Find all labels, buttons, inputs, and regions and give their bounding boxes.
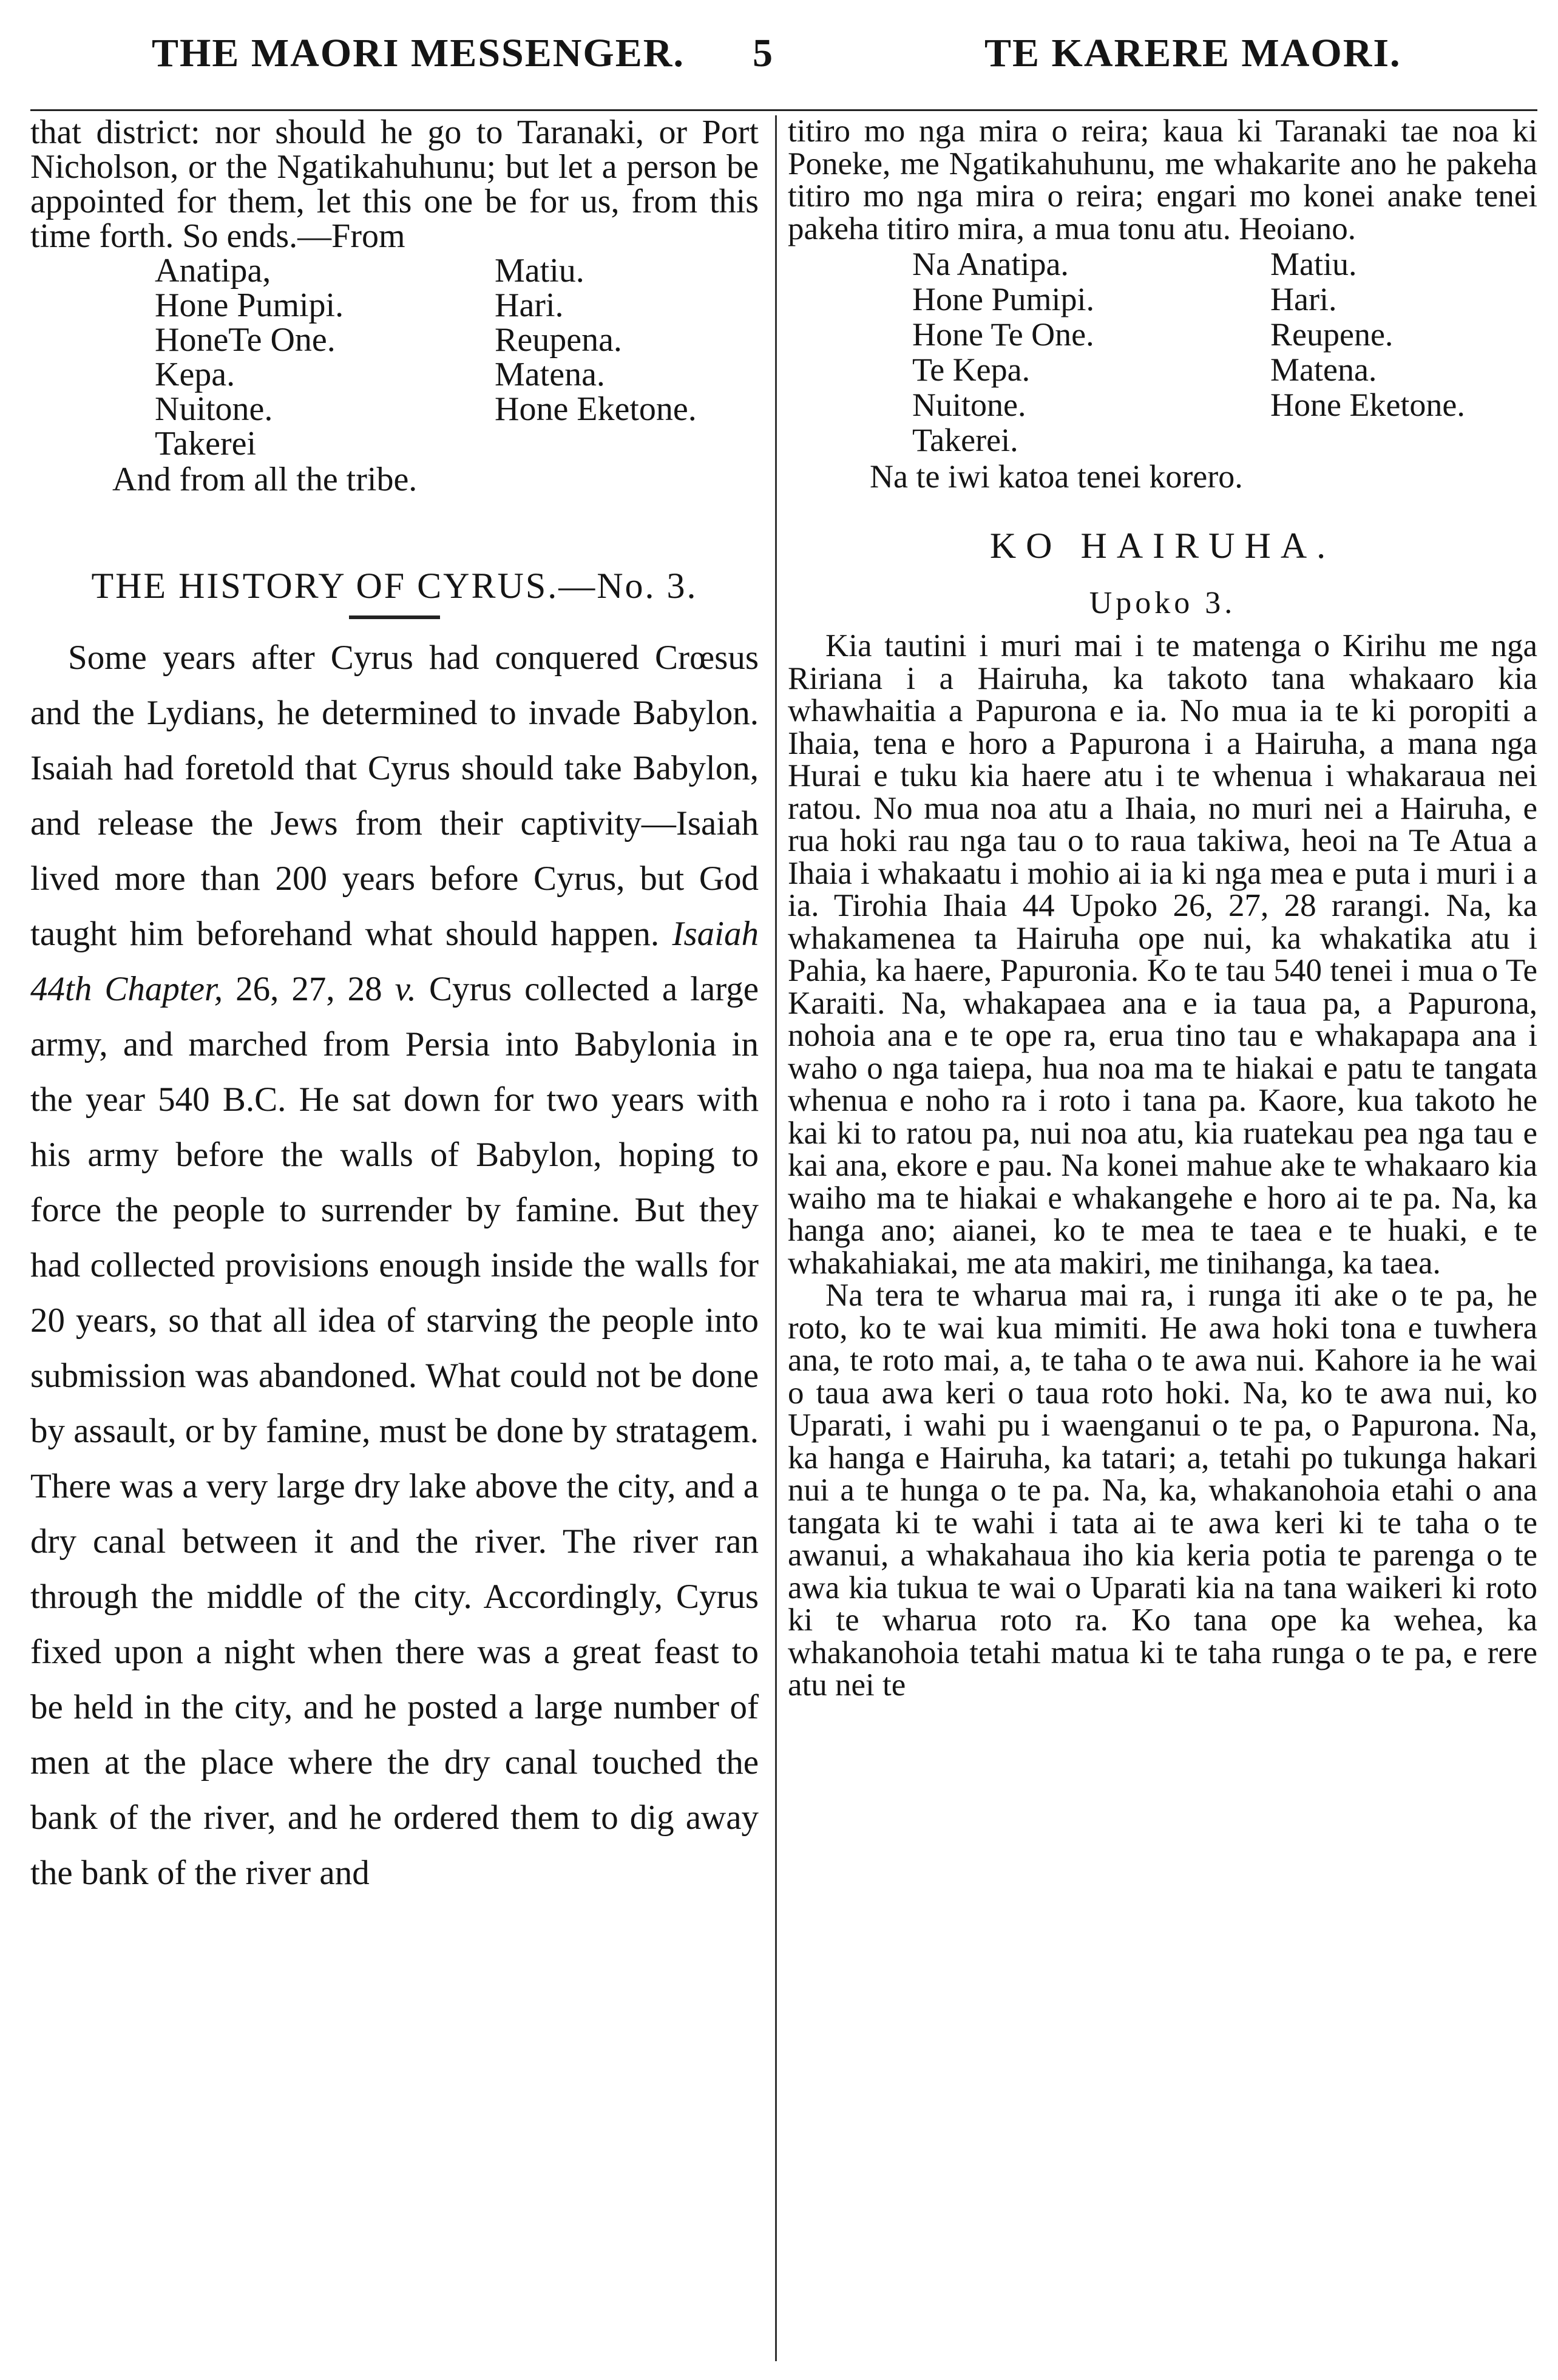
english-masthead: THE MAORI MESSENGER. [152, 31, 685, 75]
signatory: Hari. [495, 286, 564, 324]
signatory: Reupene. [1270, 316, 1394, 353]
signatory: Hone Pumipi. [155, 286, 344, 324]
signatory: Takerei [155, 425, 257, 463]
signatory: HoneTe One. [155, 321, 336, 359]
signatory: Matena. [1270, 351, 1377, 388]
maori-masthead: TE KARERE MAORI. [984, 31, 1401, 75]
maori-paragraph: Na tera te wharua mai ra, i runga iti ake o te pa, he roto, ko te wai kua mimiti. He awa hoki tona e tuwhera ana, te roto mai, a, te taha o te awa nui. Kahore ia he wai o taua awa keri o taua roto hoki. Na, ko te awa nui, ko Uparati, i wahi pu i waenganui o te pa, o Papurona. Na, ka hanga e Hairuha, ka tatari; a, tetahi po tukunga hakari nui a te hunga o te pa. Na, ka, whakanohoia etahi o ana tangata ki te wahi i tata ai te awa keri ki te taha o te awanui, a whakahaua iho kia keria potia te parenga o te awa kia tukua te wai o Uparati kia na tana waikeri ki roto ki te wharua roto ra. Ko tana ope ka wehea, ka whakanohoia tetahi matua ki te taha runga o te pa, e rere atu nei te [788, 1278, 1537, 1703]
signatory [1270, 422, 1537, 458]
signatory: Reupena. [495, 321, 622, 359]
signatory: Matiu. [495, 252, 584, 290]
signatory: Hone Pumipi. [912, 281, 1095, 317]
english-article-title: THE HISTORY OF CYRUS.—No. 3. [91, 566, 698, 606]
header-rule [30, 109, 1537, 111]
signatory: Matena. [495, 356, 605, 393]
english-article-body [30, 630, 759, 1900]
signatory: Matiu. [1270, 246, 1357, 282]
column-divider [775, 115, 777, 2361]
maori-signatories [912, 246, 1537, 458]
maori-column [788, 115, 1537, 2361]
maori-article-title: KO HAIRUHA. [989, 526, 1336, 566]
title-dash [349, 615, 440, 619]
signatory: Te Kepa. [912, 351, 1031, 388]
signatory: Na Anatipa. [912, 246, 1069, 282]
english-letter-ending: that district: nor should he go to Taranaki, or Port Nicholson, or the Ngatikahuhunu; but let a person be appointed for them, let this one be for us, from this time forth. So ends.—From [30, 115, 759, 255]
signatory: Takerei. [912, 422, 1018, 458]
scripture-reference: Isaiah 44th Chapter, [30, 915, 759, 1008]
page-header [0, 30, 1558, 85]
verse-abbreviation: v. [395, 970, 416, 1008]
english-signatories [155, 254, 759, 461]
maori-letter-ending: titiro mo nga mira o reira; kaua ki Taranaki tae noa ki Poneke, me Ngatikahuhunu, me whakarite ano he pakeha titiro mo nga mira o reira; engari mo konei anake tenei pakeha titiro mira, a mua tonu atu. Heoiano. [788, 115, 1537, 246]
signatory: Nuitone. [912, 387, 1026, 423]
maori-tribe-line: Na te iwi katoa tenei korero. [870, 458, 1243, 495]
signatory [495, 427, 759, 461]
signatory: Hone Eketone. [1270, 387, 1465, 423]
page-number: 5 [753, 31, 774, 75]
signatory: Hone Eketone. [495, 390, 697, 428]
signatory: Hone Te One. [912, 316, 1094, 353]
english-tribe-line: And from all the tribe. [112, 461, 418, 498]
english-column [30, 115, 759, 2361]
signatory: Anatipa, [155, 252, 271, 290]
signatory: Nuitone. [155, 390, 273, 428]
maori-chapter-heading: Upoko 3. [1089, 586, 1236, 620]
maori-paragraph: Kia tautini i muri mai i te matenga o Kirihu me nga Ririana i a Hairuha, ka takoto tana whakaaro kia whawhaitia a Papurona e ia. No mua ia te ki poropiti a Ihaia, tena e horo a Papurona i a Hairuha, a mana nga Hurai e tuku kia haere atu i te whenua i whakaraua nei ratou. No mua noa atu a Ihaia, no muri nei a Hairuha, e rua hoki rau nga tau o to raua takiwa, heoi na Te Atua a Ihaia i whakaatu i mohio ai ia ki nga mea e puta i muri i a ia. Tirohia Ihaia 44 Upoko 26, 27, 28 rarangi. Na, ka whakamenea ta Hairuha ope nui, ka whakatika atu i Pahia, ka haere, Papuronia. Ko te tau 540 tenei i mua o Te Karaiti. Na, whakapaea ana e ia taua pa, a Papurona, nohoia ana e te ope ra, erua tino tau e whakapapa ana i waho o nga taiepa, hua noa ma te hiakai e patu te tangata whenua e noho ra i roto i tana pa. Kaore, kua takoto he kai ki to ratou pa, nui noa atu, kia ruatekau pea nga tau e kai ana, ekore e pau. Na konei mahue ake te whakaaro kia waiho ma te hiakai e whakangehe e horo ai te pa. Na, ka hanga ano; aianei, ko te mea te taea e te huaki, e te whakahiakai, me ata makiri, me tinihanga, ka taea. [788, 628, 1537, 1281]
signatory: Hari. [1270, 281, 1337, 317]
signatory: Kepa. [155, 356, 235, 393]
scripture-verses: 26, 27, 28 [235, 970, 382, 1008]
english-paragraph: Cyrus collected a large army, and marched from Persia into Babylonia in the year 540 B.C. He sat down for two years with his army before the walls of Babylon, hoping to force the people to surrender by famine. But they had collected provisions enough inside the walls for 20 years, so that all idea of starving the people into submission was abandoned. What could not be done by assault, or by famine, must be done by stratagem. There was a very large dry lake above the city, and a dry canal between it and the river. The river ran through the middle of the city. Accordingly, Cyrus fixed upon a night when there was a great feast to be held in the city, and he posted a large number of men at the place where the dry canal touched the bank of the river, and he ordered them to dig away the bank of the river and [30, 970, 759, 1892]
english-paragraph: Some years after Cyrus had conquered Crœsus and the Lydians, he determined to invade Babylon. Isaiah had foretold that Cyrus should take Babylon, and release the Jews from their captivity—Isaiah lived more than 200 years before Cyrus, but God taught him beforehand what should happen. [30, 639, 759, 953]
